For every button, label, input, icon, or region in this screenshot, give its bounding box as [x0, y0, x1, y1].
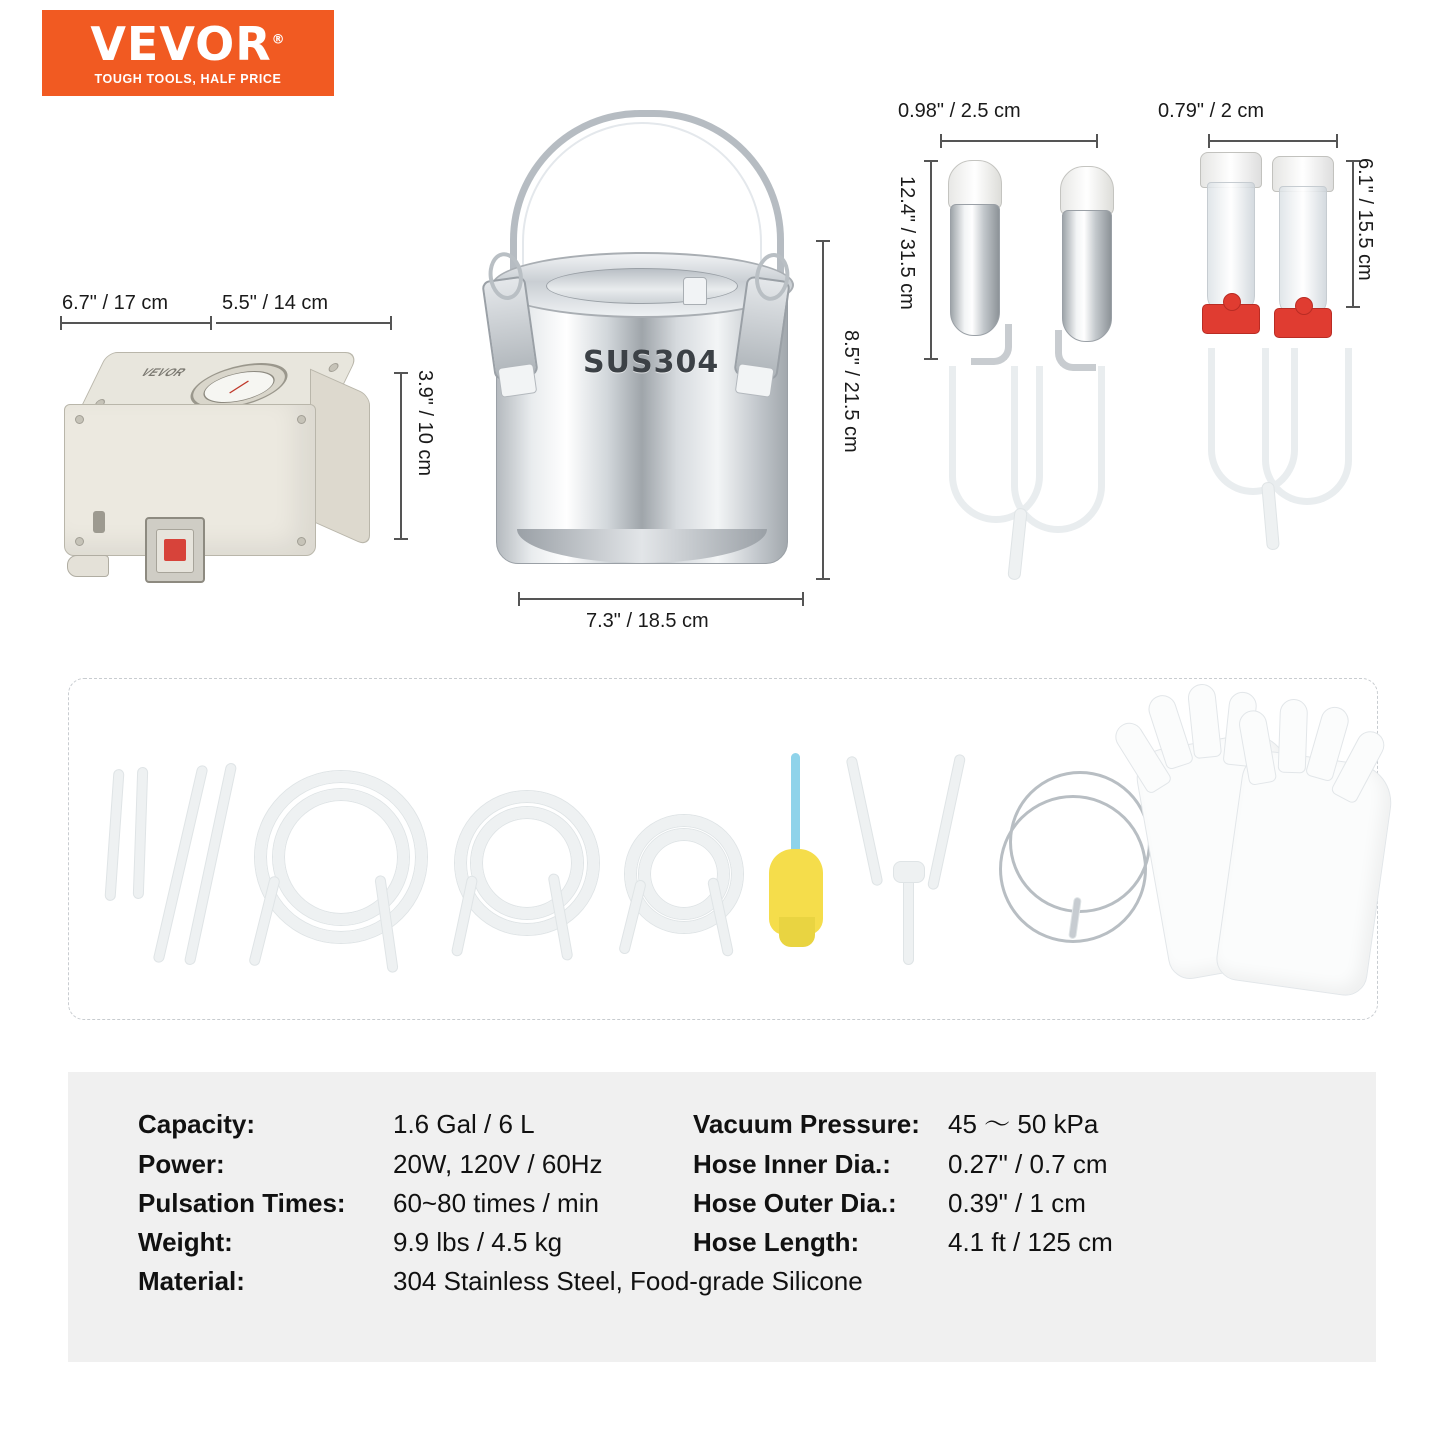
- dim-pump-depth: 6.7" / 17 cm: [62, 292, 169, 314]
- dim-pump-height: 3.9" / 10 cm: [414, 370, 436, 477]
- dim-bucket-diameter: 7.3" / 18.5 cm: [586, 610, 709, 632]
- spec-label-weight: Weight:: [138, 1227, 233, 1257]
- tick-icon: [940, 134, 942, 148]
- spec-label-capacity: Capacity:: [138, 1109, 256, 1139]
- spec-label-pulsation-times: Pulsation Times:: [138, 1188, 346, 1218]
- pump-front-panel: [64, 404, 316, 556]
- glove-finger: [1187, 683, 1223, 760]
- y-hose-stem: [903, 871, 914, 965]
- spec-value-pulsation-times: 60~80 times / min: [393, 1188, 599, 1218]
- cup-steel-body: [950, 204, 1000, 336]
- pump-air-knob: [93, 511, 105, 533]
- vacuum-gauge-face: [191, 371, 286, 403]
- bucket-base: [517, 529, 767, 563]
- spec-value-material: 304 Stainless Steel, Food-grade Silicone: [393, 1266, 863, 1296]
- clamp-foot-icon: [497, 363, 537, 398]
- medium-silicone-hose-coil-inner: [471, 807, 583, 919]
- bucket-diameter-line: [518, 598, 804, 600]
- tick-icon: [1346, 306, 1360, 308]
- registered-mark-icon: ®: [271, 32, 286, 48]
- spec-value-vacuum-pressure: 45 ～ 50 kPa: [948, 1109, 1099, 1139]
- pump-side-panel: [310, 369, 370, 548]
- spec-value-power: 20W, 120V / 60Hz: [393, 1149, 603, 1179]
- spec-value-capacity: 1.6 Gal / 6 L: [393, 1109, 535, 1139]
- spec-value-hose-inner-dia: 0.27" / 0.7 cm: [948, 1149, 1108, 1179]
- screw-icon: [297, 537, 306, 546]
- cup-hose-right: [1262, 348, 1352, 505]
- screw-icon: [75, 537, 84, 546]
- bucket-height-line: [822, 240, 824, 580]
- tick-icon: [394, 372, 408, 374]
- switch-rocker-icon: [164, 539, 186, 561]
- vevor-logo: [42, 10, 334, 96]
- tick-icon: [210, 316, 212, 330]
- glove-finger: [1278, 699, 1309, 774]
- lid-valve-icon: [683, 277, 707, 305]
- tick-icon: [390, 316, 392, 330]
- cup-outlet-elbow: [1055, 330, 1096, 371]
- medium-coil-tail: [451, 875, 479, 957]
- dim-bucket-height: 8.5" / 21.5 cm: [840, 330, 862, 453]
- valve-knob-icon: [1223, 293, 1241, 311]
- glove-finger: [1237, 708, 1277, 786]
- spec-value-weight: 9.9 lbs / 4.5 kg: [393, 1227, 563, 1257]
- dim-plastic-cup-length: 6.1" / 15.5 cm: [1354, 158, 1376, 281]
- pump-height-line: [400, 372, 402, 540]
- screw-icon: [297, 415, 306, 424]
- specifications-grid: [138, 1104, 1318, 1297]
- short-silicone-tube: [133, 767, 149, 899]
- switch-window: [156, 529, 194, 573]
- tick-icon: [1208, 134, 1210, 148]
- clamp-foot-icon: [735, 363, 775, 398]
- dim-plastic-cup-diameter: 0.79" / 2 cm: [1158, 100, 1265, 122]
- tick-icon: [1096, 134, 1098, 148]
- valve-knob-icon: [1295, 297, 1313, 315]
- pump-power-switch: [145, 517, 205, 583]
- brand-tagline: TOUGH TOOLS, HALF PRICE: [94, 71, 282, 86]
- y-hose-arm-left: [845, 755, 883, 886]
- red-shutoff-valve: [1274, 308, 1332, 338]
- stainless-bucket: [470, 110, 820, 590]
- spec-label-hose-length: Hose Length:: [693, 1227, 860, 1257]
- stainless-cup-pair: [915, 150, 1130, 650]
- spec-label-power: Power:: [138, 1149, 225, 1179]
- pump-hose-nozzle: [67, 555, 109, 577]
- spec-label-hose-inner-dia: Hose Inner Dia.:: [693, 1149, 891, 1179]
- gauge-needle-icon: [229, 380, 249, 393]
- tick-icon: [924, 160, 938, 162]
- screw-icon: [327, 363, 340, 372]
- steel-cup-diameter-line: [940, 140, 1098, 142]
- cup-silicone-liner: [948, 160, 1002, 210]
- accessories-panel: [68, 678, 1378, 1020]
- tick-icon: [802, 592, 804, 606]
- cup-silicone-liner: [1060, 166, 1114, 216]
- cup-steel-body: [1062, 210, 1112, 342]
- brush-sponge-tip: [779, 917, 815, 947]
- y-hose-junction: [893, 861, 925, 883]
- tick-icon: [1336, 134, 1338, 148]
- y-hose-arm-right: [927, 753, 966, 890]
- brand-name-text: VEVOR: [90, 16, 272, 71]
- spec-label-vacuum-pressure: Vacuum Pressure:: [693, 1109, 920, 1139]
- pump-depth-line: [60, 322, 212, 324]
- pump-brand-mark: VEVOR: [136, 367, 190, 379]
- spec-value-hose-outer-dia: 0.39" / 1 cm: [948, 1188, 1086, 1218]
- red-shutoff-valve: [1202, 304, 1260, 334]
- tick-icon: [518, 592, 520, 606]
- steel-cup-length-line: [930, 160, 932, 360]
- tick-icon: [924, 358, 938, 360]
- cup-hose-right: [1011, 366, 1105, 533]
- tick-icon: [60, 316, 62, 330]
- specifications-panel: [68, 1072, 1376, 1362]
- tick-icon: [394, 538, 408, 540]
- bucket-lid-recess: [546, 268, 738, 304]
- stainless-teat-cup: [945, 160, 1003, 356]
- screw-icon: [75, 415, 84, 424]
- cup-outlet-elbow: [971, 324, 1012, 365]
- brush-handle: [791, 753, 800, 863]
- spec-label-hose-outer-dia: Hose Outer Dia.:: [693, 1188, 897, 1218]
- vacuum-gauge-bezel: [174, 363, 305, 409]
- plastic-cup-diameter-line: [1208, 140, 1338, 142]
- short-silicone-tube: [104, 769, 124, 901]
- tick-icon: [816, 578, 830, 580]
- spec-value-hose-length: 4.1 ft / 125 cm: [948, 1227, 1113, 1257]
- dim-steel-cup-diameter: 0.98" / 2.5 cm: [898, 100, 1021, 122]
- tick-icon: [816, 240, 830, 242]
- stainless-teat-cup: [1057, 166, 1115, 362]
- pump-box: [62, 352, 382, 582]
- dim-steel-cup-length: 12.4" / 31.5 cm: [896, 176, 918, 310]
- spec-label-material: Material:: [138, 1266, 245, 1296]
- brand-name: [90, 16, 286, 71]
- material-stamp: SUS304: [583, 345, 720, 380]
- glove-right: [1214, 748, 1397, 999]
- pump-width-line: [216, 322, 392, 324]
- dim-pump-width: 5.5" / 14 cm: [222, 292, 329, 314]
